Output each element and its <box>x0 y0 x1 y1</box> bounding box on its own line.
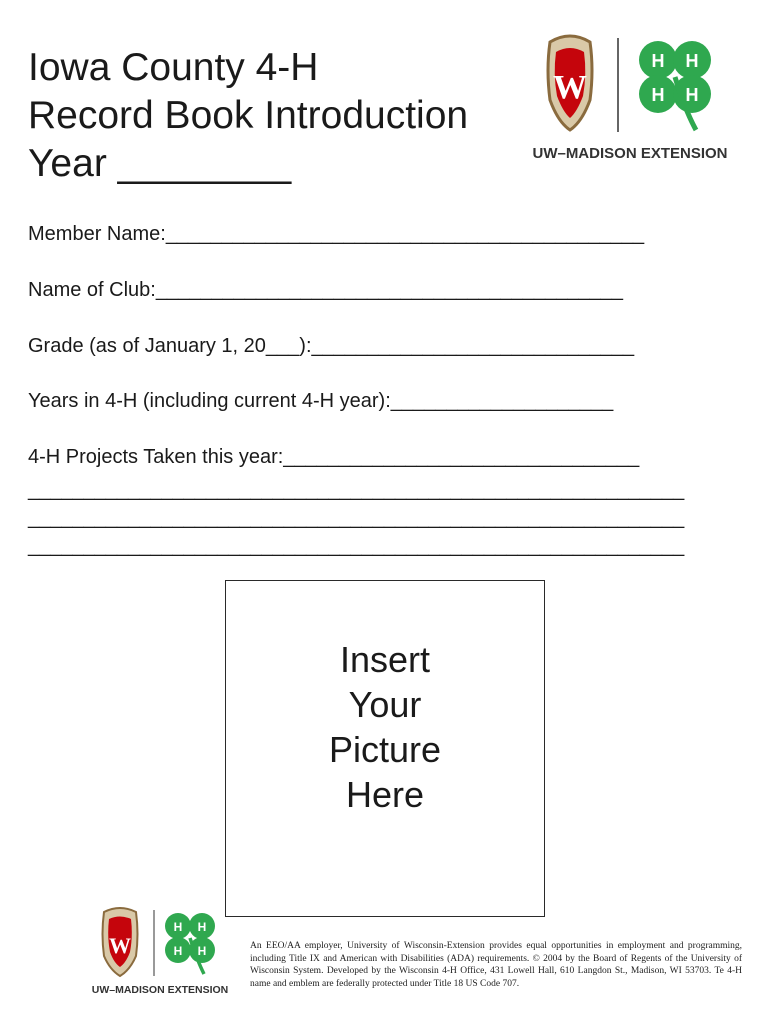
svg-text:H: H <box>197 944 207 958</box>
svg-text:H: H <box>173 920 183 934</box>
svg-text:H: H <box>685 51 699 71</box>
page-title <box>28 44 468 188</box>
svg-text:H: H <box>685 85 699 105</box>
club-name-field[interactable]: Name of Club:__________________________________________ <box>28 279 623 301</box>
years-in-4h-field[interactable]: Years in 4-H (including current 4-H year):____________________ <box>28 390 614 412</box>
photo-placeholder-box[interactable] <box>225 580 545 917</box>
projects-field[interactable]: 4-H Projects Taken this year:________________________________ <box>28 446 640 468</box>
title-line-2: Record Book Introduction <box>28 94 469 137</box>
photo-text-line-4: Here <box>345 774 425 815</box>
projects-extra-line-1[interactable]: ___________________________________________________________ <box>28 479 685 501</box>
svg-text:H: H <box>651 85 665 105</box>
4h-clover-icon-small <box>165 913 215 974</box>
svg-text:H: H <box>651 51 665 71</box>
projects-extra-line-3[interactable]: ___________________________________________________________ <box>28 535 685 557</box>
photo-placeholder-text <box>226 637 544 817</box>
svg-text:H: H <box>173 944 183 958</box>
member-name-field[interactable]: Member Name:___________________________________________ <box>28 223 645 245</box>
photo-text-line-2: Your <box>348 684 422 725</box>
logo-text-footer: UW–MADISON EXTENSION <box>91 984 229 996</box>
4h-clover-icon <box>639 41 711 130</box>
photo-text-line-1: Insert <box>339 639 431 680</box>
uw-crest-icon-small <box>103 908 138 976</box>
uw-madison-extension-logo-footer <box>90 906 240 998</box>
uw-crest-icon <box>548 36 592 130</box>
svg-text:W: W <box>109 933 131 958</box>
svg-text:H: H <box>197 920 207 934</box>
eeo-disclaimer: An EEO/AA employer, University of Wisconsin-Extension provides equal opportunities in employment and programming, including Title IX and American with Disabilities (ADA) requirements. © 2004 by the Board of Regents of the University of Wisconsin System. Developed by the Wisconsin 4-H Office, 431 Lowell Hall, 610 Langdon St., Madison, WI 53703. Te 4-H name and emblem are federally protected under Title 18 US Code 707. <box>250 941 742 989</box>
svg-text:W: W <box>553 69 587 106</box>
logo-text: UW–MADISON EXTENSION <box>532 145 728 162</box>
title-line-3: Year ________ <box>28 142 292 185</box>
photo-text-line-3: Picture <box>328 729 442 770</box>
uw-madison-extension-logo <box>520 30 740 165</box>
projects-extra-line-2[interactable]: ___________________________________________________________ <box>28 507 685 529</box>
title-line-1: Iowa County 4-H <box>28 46 319 89</box>
grade-field[interactable]: Grade (as of January 1, 20___):_____________________________ <box>28 335 635 357</box>
